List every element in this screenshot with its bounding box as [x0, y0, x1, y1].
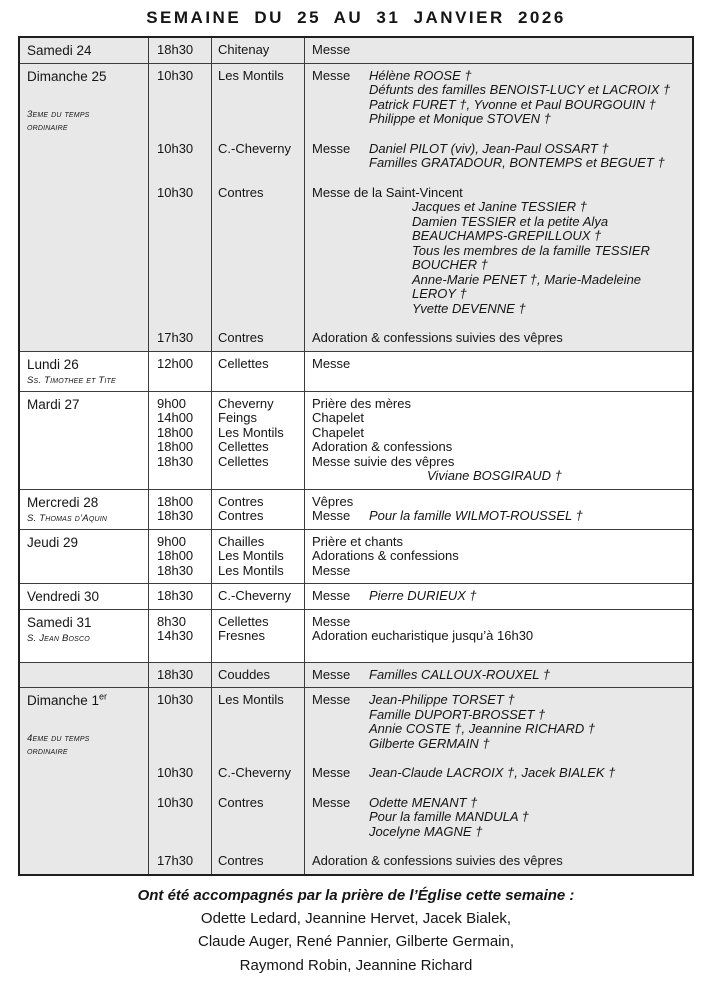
- service-row: [148, 331, 692, 346]
- service-label: Prière des mères: [312, 395, 411, 411]
- place-cell: Les Montils: [218, 424, 284, 440]
- table-row: [20, 489, 692, 529]
- description-line: [312, 766, 686, 781]
- day-cell: [20, 663, 148, 688]
- table-row: [20, 38, 692, 63]
- intention-line: Famille DUPORT-BROSSET †: [369, 706, 546, 722]
- place-cell: C.-Cheverny: [218, 588, 291, 603]
- service-row: [148, 854, 692, 869]
- service-row: [148, 440, 692, 455]
- description-line: [312, 549, 686, 564]
- service-row: [148, 796, 692, 840]
- service-label: Messe: [312, 508, 351, 523]
- intention-line: Gilberte GERMAIN †: [369, 735, 490, 751]
- description-line: [312, 495, 686, 510]
- description-line: [312, 535, 686, 550]
- day-cell: [20, 688, 148, 874]
- service-row: [148, 564, 692, 579]
- intention-line: Tous les membres de la famille TESSIER BOUCHER †: [412, 242, 650, 272]
- place-cell: C.-Cheverny: [218, 140, 291, 156]
- intention-line: Jocelyne MAGNE †: [369, 823, 483, 839]
- description-cell: [304, 397, 692, 412]
- time-cell: 10h30: [157, 794, 194, 810]
- service-label: Messe: [312, 613, 351, 629]
- footer: [0, 884, 712, 978]
- day-cell: [20, 584, 148, 609]
- place-cell: Couddes: [218, 666, 271, 682]
- services-column: [148, 663, 692, 688]
- service-label: Adoration & confessions suivies des vêpres: [312, 853, 563, 868]
- place-cell: Contres: [218, 493, 264, 509]
- day-label: Samedi 24: [27, 43, 92, 58]
- place-cell: Les Montils: [218, 692, 284, 707]
- memorial-line: Odette Ledard, Jeannine Hervet, Jacek Bialek,: [200, 909, 512, 927]
- intention-inline: Jean-Claude LACROIX †, Jacek BIALEK †: [369, 765, 616, 780]
- service-row: [148, 589, 692, 604]
- day-cell: [20, 392, 148, 489]
- table-row: [20, 529, 692, 584]
- intention-line: Pour la famille MANDULA †: [369, 809, 529, 824]
- time-cell: 18h30: [157, 453, 194, 469]
- description-cell: [304, 589, 692, 604]
- services-column: [148, 490, 692, 529]
- day-label: Mercredi 28: [27, 494, 99, 510]
- description-line: [312, 668, 686, 683]
- intention-inline: Familles CALLOUX-ROUXEL †: [369, 666, 551, 682]
- description-cell: [304, 549, 692, 564]
- description-cell: [304, 629, 692, 644]
- service-row: [148, 186, 692, 317]
- feast-label: 3eme du temps ordinaire: [27, 108, 90, 133]
- time-cell: 10h30: [157, 184, 194, 200]
- day-label: Jeudi 29: [27, 534, 79, 550]
- place-cell: Contres: [218, 794, 264, 810]
- description-line: [312, 440, 686, 455]
- description-line: [312, 509, 686, 524]
- service-row: [148, 397, 692, 412]
- intention-inline: Odette MENANT †: [369, 794, 478, 810]
- service-row: [148, 535, 692, 550]
- description-cell: [304, 668, 692, 683]
- place-cell: Les Montils: [218, 67, 284, 83]
- column-divider: [304, 38, 305, 874]
- memorial-names: [0, 907, 712, 978]
- service-label: Messe: [312, 562, 351, 578]
- description-cell: [304, 693, 692, 751]
- description-cell: [304, 142, 692, 171]
- service-label: Messe: [312, 794, 351, 810]
- feast-label: 4eme du temps ordinaire: [27, 733, 90, 757]
- service-row: [148, 549, 692, 564]
- service-label: Messe: [312, 67, 351, 83]
- time-cell: 18h30: [157, 42, 194, 57]
- description-cell: [304, 331, 692, 346]
- place-cell: Contres: [218, 184, 264, 200]
- description-line: [312, 629, 686, 644]
- service-label: Prière et chants: [312, 533, 404, 549]
- description-line: [312, 854, 686, 869]
- footer-heading: Ont été accompagnés par la prière de l’Église cette semaine :: [137, 886, 575, 904]
- day-cell: [20, 64, 148, 351]
- description-line: [312, 69, 686, 84]
- service-label: Chapelet: [312, 410, 365, 425]
- intention-line: Damien TESSIER et la petite Alya BEAUCHAMPS-GREPILLOUX †: [412, 213, 609, 243]
- time-cell: 10h30: [157, 140, 194, 156]
- service-row: [148, 766, 692, 781]
- day-label-suffix: er: [99, 691, 108, 702]
- intention-inline: Hélène ROOSE †: [369, 67, 472, 83]
- services-column: [148, 610, 692, 662]
- service-label: Messe: [312, 765, 351, 780]
- service-row: [148, 668, 692, 683]
- service-label: Messe: [312, 140, 351, 156]
- time-cell: 18h00: [157, 493, 194, 509]
- description-cell: [304, 440, 692, 455]
- service-label: Messe de la Saint-Vincent: [312, 184, 463, 200]
- place-cell: Cellettes: [218, 453, 269, 469]
- feast-label: S. Thomas d’Aquin: [27, 512, 108, 524]
- description-cell: [304, 411, 692, 426]
- service-label: Chapelet: [312, 424, 365, 440]
- service-label: Messe: [312, 42, 351, 57]
- place-cell: Les Montils: [218, 562, 284, 578]
- service-row: [148, 426, 692, 441]
- intention-line: Viviane BOSGIRAUD †: [427, 468, 562, 483]
- time-cell: 18h30: [157, 508, 194, 523]
- service-label: Messe: [312, 666, 351, 682]
- time-cell: 18h30: [157, 666, 194, 682]
- place-cell: C.-Cheverny: [218, 765, 291, 780]
- service-row: [148, 509, 692, 524]
- description-cell: [304, 509, 692, 524]
- place-cell: Cellettes: [218, 439, 269, 454]
- description-line: [312, 411, 686, 426]
- time-cell: 18h00: [157, 548, 194, 563]
- services-column: [148, 392, 692, 489]
- description-line: [312, 426, 686, 441]
- description-cell: [304, 69, 692, 127]
- services-column: [148, 64, 692, 351]
- day-label: Lundi 26: [27, 356, 79, 372]
- page-title: SEMAINE DU 25 AU 31 JANVIER 2026: [146, 8, 566, 27]
- description-line: [312, 564, 686, 579]
- intention-line: Défunts des familles BENOIST-LUCY et LACROIX †: [369, 82, 671, 97]
- service-row: [148, 357, 692, 372]
- service-label: Adorations & confessions: [312, 548, 459, 563]
- intention-inline: Pour la famille WILMOT-ROUSSEL †: [369, 508, 583, 523]
- column-divider: [148, 38, 149, 874]
- day-label: Dimanche 25: [27, 68, 107, 84]
- service-label: Messe suivie des vêpres: [312, 453, 455, 469]
- place-cell: Les Montils: [218, 548, 284, 563]
- time-cell: 9h00: [157, 395, 186, 411]
- intention-line: Yvette DEVENNE †: [412, 300, 526, 316]
- description-cell: [304, 796, 692, 840]
- table-row: [20, 583, 692, 609]
- services-column: [148, 38, 692, 63]
- description-cell: [304, 495, 692, 510]
- table-row: [20, 662, 692, 688]
- place-cell: Fresnes: [218, 628, 265, 643]
- description-cell: [304, 535, 692, 550]
- service-label: Vêpres: [312, 493, 354, 509]
- intention-line: Patrick FURET †, Yvonne et Paul BOURGOUIN †: [369, 96, 656, 112]
- service-label: Messe: [312, 588, 351, 603]
- intention-inline: Jean-Philippe TORSET †: [369, 692, 515, 707]
- service-row: [148, 455, 692, 484]
- place-cell: Chailles: [218, 533, 265, 549]
- time-cell: 17h30: [157, 853, 194, 868]
- service-row: [148, 495, 692, 510]
- description-line: [312, 589, 686, 604]
- time-cell: 12h00: [157, 355, 194, 371]
- service-row: [148, 693, 692, 751]
- services-column: [148, 530, 692, 584]
- service-label: Messe: [312, 355, 351, 371]
- description-line: [312, 331, 686, 346]
- description-cell: [304, 357, 692, 372]
- day-cell: [20, 610, 148, 662]
- description-line: [312, 455, 686, 470]
- time-cell: 14h30: [157, 628, 194, 643]
- services-column: [148, 688, 692, 874]
- time-cell: 14h00: [157, 410, 194, 425]
- time-cell: 18h00: [157, 424, 194, 440]
- place-cell: Cellettes: [218, 355, 269, 371]
- description-cell: [304, 426, 692, 441]
- day-label: Mardi 27: [27, 396, 80, 412]
- service-row: [148, 615, 692, 630]
- place-cell: Contres: [218, 330, 264, 345]
- time-cell: 18h00: [157, 439, 194, 454]
- time-cell: 10h30: [157, 692, 194, 707]
- intention-line: Anne-Marie PENET †, Marie-Madeleine LEROY †: [412, 271, 642, 301]
- day-cell: [20, 38, 148, 63]
- description-line: [312, 397, 686, 412]
- day-cell: [20, 490, 148, 529]
- column-divider: [211, 38, 212, 874]
- place-cell: Feings: [218, 410, 258, 425]
- service-label: Adoration & confessions suivies des vêpres: [312, 330, 563, 345]
- description-cell: [304, 43, 692, 58]
- place-cell: Chitenay: [218, 42, 270, 57]
- description-line: [312, 693, 686, 708]
- description-cell: [304, 854, 692, 869]
- table-row: [20, 63, 692, 351]
- description-line: [312, 43, 686, 58]
- description-line: [312, 142, 686, 157]
- memorial-line: Raymond Robin, Jeannine Richard: [239, 956, 473, 974]
- table-row: [20, 351, 692, 391]
- description-cell: [304, 615, 692, 630]
- description-line: [312, 186, 686, 201]
- day-label: Dimanche 1er: [27, 691, 108, 708]
- intention-line: Annie COSTE †, Jeannine RICHARD †: [369, 721, 596, 736]
- description-line: [312, 357, 686, 372]
- services-column: [148, 584, 692, 609]
- description-line: [312, 615, 686, 630]
- time-cell: 10h30: [157, 67, 194, 83]
- day-label: Vendredi 30: [27, 589, 100, 604]
- feast-label: S. Jean Bosco: [27, 632, 90, 644]
- schedule-table: [18, 36, 694, 876]
- service-label: Adoration eucharistique jusqu’à 16h30: [312, 628, 534, 643]
- table-row: [20, 687, 692, 874]
- feast-label: Ss. Timothee et Tite: [27, 374, 116, 386]
- time-cell: 17h30: [157, 330, 194, 345]
- description-line: [312, 796, 686, 811]
- service-row: [148, 69, 692, 127]
- service-row: [148, 629, 692, 644]
- description-cell: [304, 766, 692, 781]
- service-row: [148, 43, 692, 58]
- day-cell: [20, 530, 148, 584]
- time-cell: 9h00: [157, 533, 186, 549]
- intention-line: Jacques et Janine TESSIER †: [412, 199, 587, 214]
- place-cell: Contres: [218, 853, 264, 868]
- intention-inline: Daniel PILOT (viv), Jean-Paul OSSART †: [369, 140, 609, 156]
- time-cell: 18h30: [157, 588, 194, 603]
- intention-line: Philippe et Monique STOVEN †: [369, 111, 551, 126]
- table-row: [20, 391, 692, 489]
- day-cell: [20, 352, 148, 391]
- description-cell: [304, 455, 692, 484]
- services-column: [148, 352, 692, 391]
- time-cell: 18h30: [157, 562, 194, 578]
- description-cell: [304, 186, 692, 317]
- table-row: [20, 609, 692, 662]
- place-cell: Cellettes: [218, 613, 269, 629]
- intention-line: Familles GRATADOUR, BONTEMPS et BEGUET †: [369, 155, 665, 170]
- service-row: [148, 142, 692, 171]
- service-label: Messe: [312, 692, 351, 707]
- description-cell: [304, 564, 692, 579]
- day-label: Samedi 31: [27, 614, 92, 630]
- service-label: Adoration & confessions: [312, 439, 453, 454]
- time-cell: 10h30: [157, 765, 194, 780]
- place-cell: Contres: [218, 508, 264, 523]
- intention-inline: Pierre DURIEUX †: [369, 588, 477, 603]
- service-row: [148, 411, 692, 426]
- place-cell: Cheverny: [218, 395, 274, 411]
- time-cell: 8h30: [157, 613, 186, 629]
- memorial-line: Claude Auger, René Pannier, Gilberte Germain,: [197, 933, 515, 950]
